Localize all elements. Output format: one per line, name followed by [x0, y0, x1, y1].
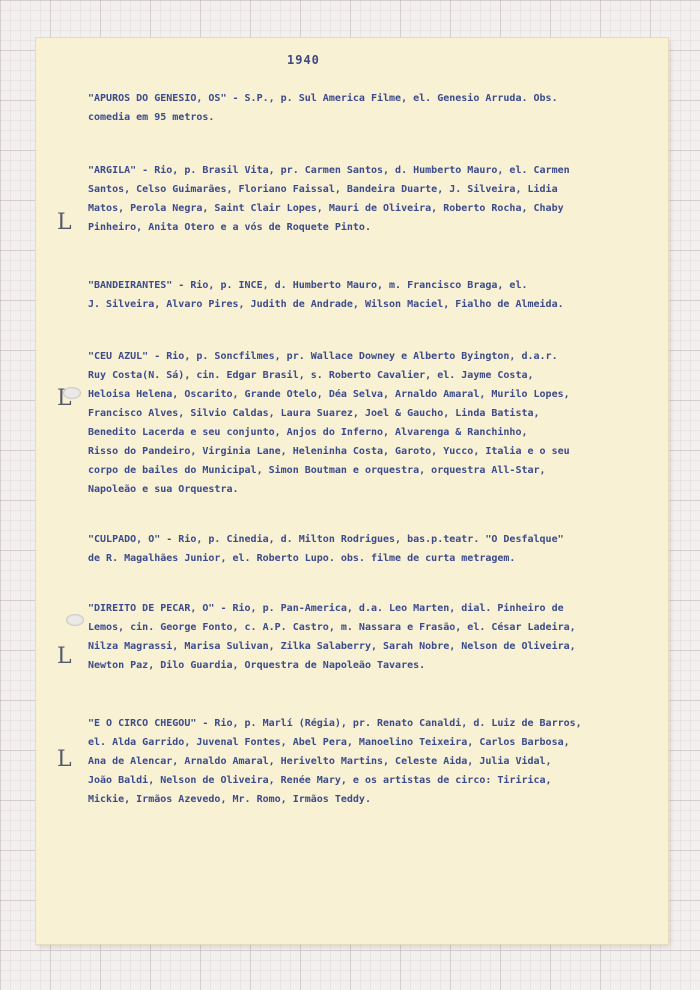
entry-line: "CULPADO, O" - Rio, p. Cinedia, d. Milton Rodrigues, bas.p.teatr. "O Desfalque" — [88, 534, 564, 545]
entry-line: "E O CIRCO CHEGOU" - Rio, p. Marlí (Régia), pr. Renato Canaldi, d. Luiz de Barros, — [88, 718, 582, 729]
entry-line: Newton Paz, Dilo Guardia, Orquestra de Napoleão Tavares. — [88, 660, 426, 671]
handwritten-mark: L — [57, 210, 72, 235]
film-entry — [88, 599, 648, 675]
entry-line: Mickie, Irmãos Azevedo, Mr. Romo, Irmãos Teddy. — [88, 794, 371, 805]
entry-line: João Baldi, Nelson de Oliveira, Renée Mary, e os artistas de circo: Tiririca, — [88, 775, 552, 786]
entry-line: de R. Magalhães Junior, el. Roberto Lupo. obs. filme de curta metragem. — [88, 553, 516, 564]
entry-line: Ruy Costa(N. Sá), cin. Edgar Brasil, s. Roberto Cavalier, el. Jayme Costa, — [88, 370, 534, 381]
handwritten-mark: L — [57, 386, 72, 411]
entry-line: Pinheiro, Anita Otero e a vós de Roquete Pinto. — [88, 222, 371, 233]
entry-line: el. Alda Garrido, Juvenal Fontes, Abel Pera, Manoelino Teixeira, Carlos Barbosa, — [88, 737, 570, 748]
entry-line: Nilza Magrassi, Marisa Sulivan, Zilka Salaberry, Sarah Nobre, Nelson de Oliveira, — [88, 641, 576, 652]
entry-line: J. Silveira, Alvaro Pires, Judith de Andrade, Wilson Maciel, Fialho de Almeida. — [88, 299, 564, 310]
entry-line: "BANDEIRANTES" - Rio, p. INCE, d. Humberto Mauro, m. Francisco Braga, el. — [88, 280, 528, 291]
entry-line: corpo de bailes do Municipal, Simon Boutman e orquestra, orquestra All-Star, — [88, 465, 546, 476]
entry-line: "ARGILA" - Rio, p. Brasil Vita, pr. Carmen Santos, d. Humberto Mauro, el. Carmen — [88, 165, 570, 176]
film-entry — [88, 347, 648, 499]
entry-line: comedia em 95 metros. — [88, 112, 215, 123]
film-entry — [88, 161, 648, 237]
page-year-heading: 1940 — [287, 53, 320, 67]
entry-line: Napoleão e sua Orquestra. — [88, 484, 239, 495]
punch-hole — [66, 614, 84, 626]
handwritten-mark: L — [57, 644, 72, 669]
entry-line: Santos, Celso Guimarães, Floriano Faissal, Bandeira Duarte, J. Silveira, Lidia — [88, 184, 558, 195]
film-entry — [88, 530, 648, 568]
film-entry — [88, 89, 648, 127]
entry-line: "DIREITO DE PECAR, O" - Rio, p. Pan-America, d.a. Leo Marten, dial. Pinheiro de — [88, 603, 564, 614]
handwritten-mark: L — [57, 747, 72, 772]
entry-line: "CEU AZUL" - Rio, p. Soncfilmes, pr. Wallace Downey e Alberto Byington, d.a.r. — [88, 351, 558, 362]
entry-line: Risso do Pandeiro, Virginia Lane, Heleninha Costa, Garoto, Yucco, Italia e o seu — [88, 446, 570, 457]
entry-line: Heloisa Helena, Oscarito, Grande Otelo, Déa Selva, Arnaldo Amaral, Murilo Lopes, — [88, 389, 570, 400]
entry-line: Benedito Lacerda e seu conjunto, Anjos do Inferno, Alvarenga & Ranchinho, — [88, 427, 528, 438]
entry-line: Francisco Alves, Silvio Caldas, Laura Suarez, Joel & Gaucho, Linda Batista, — [88, 408, 540, 419]
entry-line: "APUROS DO GENESIO, OS" - S.P., p. Sul America Filme, el. Genesio Arruda. Obs. — [88, 93, 558, 104]
entry-line: Ana de Alencar, Arnaldo Amaral, Herivelto Martins, Celeste Aida, Julia Vidal, — [88, 756, 552, 767]
film-entry — [88, 714, 648, 809]
entry-line: Matos, Perola Negra, Saint Clair Lopes, Mauri de Oliveira, Roberto Rocha, Chaby — [88, 203, 564, 214]
entry-line: Lemos, cin. George Fonto, c. A.P. Castro, m. Nassara e Frasão, el. César Ladeira, — [88, 622, 576, 633]
film-entry — [88, 276, 648, 314]
